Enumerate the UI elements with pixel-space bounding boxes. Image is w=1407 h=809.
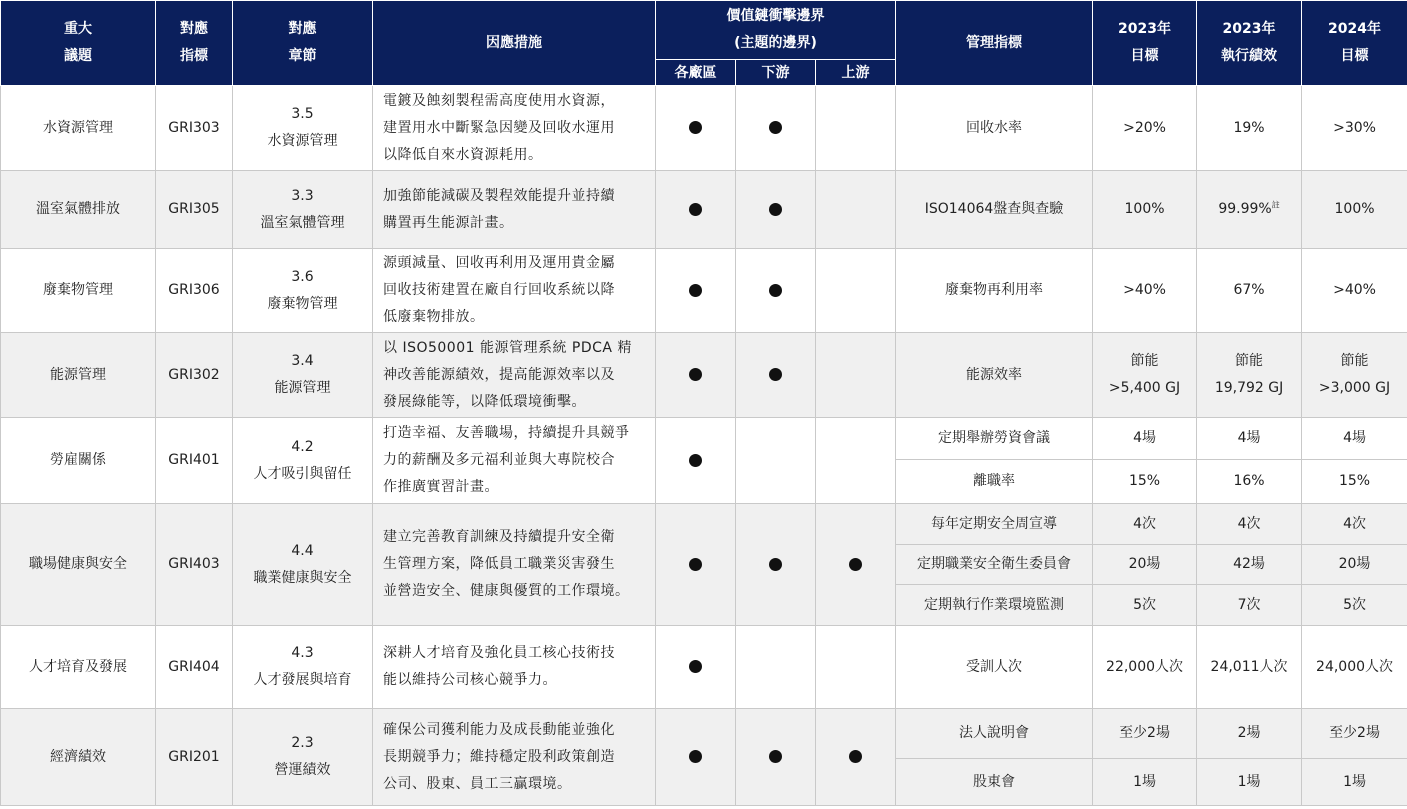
boundary-dot-icon — [849, 750, 862, 763]
boundary-dot-icon — [769, 750, 782, 763]
target2023-line: 節能 — [1130, 353, 1159, 369]
measure-line: 以降低自來水資源耗用。 — [383, 146, 543, 163]
table-row — [1, 249, 1407, 333]
boundary-plants-cell — [656, 626, 736, 709]
target2023-value: 100% — [1124, 201, 1165, 217]
perf2023-cell — [1197, 585, 1302, 626]
measure-line: 打造幸福、友善職場，持續提升具競爭 — [383, 425, 630, 441]
boundary-dot-icon — [769, 558, 782, 571]
indicator-cell: 定期舉辦勞資會議 — [896, 418, 1093, 460]
target2024-cell — [1302, 585, 1407, 626]
table-row — [1, 171, 1407, 249]
perf2023-cell — [1197, 460, 1302, 504]
target2023-value: 15% — [1128, 473, 1161, 489]
boundary-dot-icon — [689, 558, 702, 571]
issue-cell: 水資源管理 — [1, 86, 156, 171]
header-indicator: 管理指標 — [896, 1, 1093, 86]
chapter-line: 4.4 — [291, 542, 314, 559]
chapter-line: 3.3 — [291, 187, 314, 204]
indicator-cell: 回收水率 — [896, 86, 1093, 171]
boundary-dot-icon — [689, 368, 702, 381]
header-target-2024-line2: 目標 — [1340, 48, 1369, 64]
header-target-2024-line1: 2024年 — [1328, 21, 1382, 37]
boundary-upstream-cell — [816, 86, 896, 171]
header-gri-line1: 對應 — [180, 21, 208, 37]
target2023-value: 至少2場 — [1119, 725, 1170, 741]
perf2023-value: 7次 — [1237, 596, 1261, 613]
target2024-value: 至少2場 — [1329, 725, 1380, 741]
chapter-line: 職業健康與安全 — [253, 569, 352, 586]
perf2023-value: 1場 — [1237, 773, 1261, 790]
perf2023-cell — [1197, 759, 1302, 806]
measure-line: 以 ISO50001 能源管理系統 PDCA 精 — [383, 339, 632, 356]
target2023-cell — [1093, 585, 1197, 626]
header-chapter — [233, 1, 373, 86]
boundary-upstream-cell — [816, 171, 896, 249]
measure-cell — [373, 504, 656, 626]
measure-line: 能以維持公司核心競爭力。 — [383, 672, 557, 688]
perf2023-cell — [1197, 333, 1302, 418]
header-issue — [1, 1, 156, 86]
target2023-cell — [1093, 759, 1197, 806]
header-target-2023 — [1093, 1, 1197, 86]
table-row — [1, 709, 1407, 759]
issue-cell: 溫室氣體排放 — [1, 171, 156, 249]
boundary-dot-icon — [689, 660, 702, 673]
header-boundary — [656, 1, 896, 60]
issue-cell: 廢棄物管理 — [1, 249, 156, 333]
issue-cell: 經濟績效 — [1, 709, 156, 806]
measure-line: 購置再生能源計畫。 — [383, 214, 514, 231]
header-boundary-upstream: 上游 — [816, 60, 896, 86]
target2024-cell — [1302, 545, 1407, 585]
measure-line: 建立完善教育訓練及持續提升安全衛 — [383, 529, 615, 545]
gri-cell: GRI404 — [156, 626, 233, 709]
gri-cell: GRI401 — [156, 418, 233, 504]
target2024-value: 24,000人次 — [1316, 658, 1394, 675]
boundary-upstream-cell — [816, 504, 896, 626]
boundary-downstream-cell — [736, 504, 816, 626]
indicator-cell: ISO14064盤查與查驗 — [896, 171, 1093, 249]
boundary-dot-icon — [689, 750, 702, 763]
indicator-cell: 定期職業安全衛生委員會 — [896, 545, 1093, 585]
measure-line: 回收技術建置在廠自行回收系統以降 — [383, 282, 615, 298]
perf2023-line: 節能 — [1235, 353, 1264, 369]
chapter-line: 能源管理 — [274, 380, 331, 396]
boundary-plants-cell — [656, 709, 736, 806]
target2024-cell — [1302, 626, 1407, 709]
issue-cell: 能源管理 — [1, 333, 156, 418]
boundary-downstream-cell — [736, 709, 816, 806]
target2024-value: 20場 — [1338, 556, 1371, 572]
measure-line: 低廢棄物排放。 — [383, 309, 485, 325]
target2023-cell — [1093, 418, 1197, 460]
perf2023-value: 24,011人次 — [1210, 658, 1288, 675]
header-issue-line2: 議題 — [64, 48, 92, 64]
chapter-line: 廢棄物管理 — [267, 295, 338, 312]
header-target-2023-line2: 目標 — [1130, 48, 1159, 64]
perf2023-value: 2場 — [1237, 725, 1261, 741]
boundary-downstream-cell — [736, 418, 816, 504]
table-row — [1, 418, 1407, 460]
chapter-line: 4.3 — [291, 645, 314, 661]
boundary-plants-cell — [656, 86, 736, 171]
target2023-value: 5次 — [1133, 596, 1156, 613]
target2023-line: >5,400 GJ — [1108, 380, 1181, 396]
chapter-cell — [233, 333, 373, 418]
header-performance-2023-line1: 2023年 — [1222, 21, 1276, 37]
measure-line: 發展綠能等，以降低環境衝擊。 — [383, 393, 586, 410]
chapter-line: 營運績效 — [274, 762, 331, 778]
measure-line: 建置用水中斷緊急因變及回收水運用 — [383, 119, 615, 136]
measure-line: 公司、股東、員工三贏環境。 — [383, 775, 572, 792]
target2023-value: 4次 — [1133, 515, 1156, 532]
boundary-dot-icon — [769, 121, 782, 134]
target2023-value: 22,000人次 — [1106, 658, 1184, 675]
gri-cell: GRI303 — [156, 86, 233, 171]
header-boundary-line2: (主題的邊界) — [734, 35, 817, 51]
boundary-upstream-cell — [816, 418, 896, 504]
perf2023-value: 4次 — [1237, 515, 1261, 532]
measure-cell — [373, 171, 656, 249]
perf2023-cell — [1197, 545, 1302, 585]
target2023-value: >20% — [1123, 119, 1166, 136]
chapter-line: 人才吸引與留任 — [253, 465, 352, 482]
perf2023-cell — [1197, 171, 1302, 249]
target2023-cell — [1093, 709, 1197, 759]
issue-cell: 勞雇關係 — [1, 418, 156, 504]
table-row — [1, 504, 1407, 545]
boundary-downstream-cell — [736, 86, 816, 171]
perf2023-value: 19% — [1233, 119, 1265, 136]
perf2023-cell — [1197, 418, 1302, 460]
perf2023-value: 4場 — [1237, 430, 1261, 446]
boundary-dot-icon — [689, 454, 702, 467]
perf2023-cell — [1197, 86, 1302, 171]
measure-line: 源頭減量、回收再利用及運用貴金屬 — [383, 255, 615, 271]
indicator-cell: 廢棄物再利用率 — [896, 249, 1093, 333]
table-row — [1, 333, 1407, 418]
perf2023-value: 16% — [1233, 473, 1265, 489]
boundary-dot-icon — [689, 121, 702, 134]
header-chapter-line2: 章節 — [288, 48, 317, 64]
target2024-value: 15% — [1338, 473, 1371, 489]
measure-line: 長期競爭力；維持穩定股利政策創造 — [383, 748, 615, 765]
header-gri — [156, 1, 233, 86]
boundary-dot-icon — [689, 284, 702, 297]
target2024-cell — [1302, 86, 1407, 171]
boundary-upstream-cell — [816, 333, 896, 418]
footnote-marker: 註 — [1271, 200, 1280, 210]
target2024-value: 1場 — [1343, 773, 1366, 790]
target2024-value: 4場 — [1343, 430, 1366, 446]
header-performance-2023 — [1197, 1, 1302, 86]
target2023-cell — [1093, 460, 1197, 504]
measure-line: 作推廣實習計畫。 — [383, 479, 499, 495]
table-row — [1, 86, 1407, 171]
gri-cell: GRI302 — [156, 333, 233, 418]
chapter-line: 3.4 — [291, 353, 314, 369]
chapter-line: 3.5 — [291, 106, 314, 122]
perf2023-cell — [1197, 709, 1302, 759]
boundary-upstream-cell — [816, 626, 896, 709]
target2023-cell — [1093, 333, 1197, 418]
measure-cell — [373, 709, 656, 806]
header-target-2024 — [1302, 1, 1407, 86]
boundary-plants-cell — [656, 249, 736, 333]
indicator-cell: 離職率 — [896, 460, 1093, 504]
target2023-value: 1場 — [1133, 773, 1156, 790]
target2024-cell — [1302, 418, 1407, 460]
header-target-2023-line1: 2023年 — [1118, 21, 1172, 37]
perf2023-cell — [1197, 504, 1302, 545]
chapter-cell — [233, 171, 373, 249]
perf2023-value: 67% — [1233, 282, 1265, 298]
indicator-cell: 法人說明會 — [896, 709, 1093, 759]
header-boundary-plants: 各廠區 — [656, 60, 736, 86]
measure-line: 神改善能源績效，提高能源效率以及 — [383, 366, 615, 383]
gri-cell: GRI305 — [156, 171, 233, 249]
indicator-cell: 股東會 — [896, 759, 1093, 806]
boundary-dot-icon — [689, 203, 702, 216]
target2024-cell — [1302, 171, 1407, 249]
boundary-dot-icon — [769, 284, 782, 297]
boundary-plants-cell — [656, 333, 736, 418]
target2024-cell — [1302, 709, 1407, 759]
target2024-value: 5次 — [1343, 596, 1366, 613]
boundary-dot-icon — [769, 368, 782, 381]
boundary-plants-cell — [656, 171, 736, 249]
gri-cell: GRI403 — [156, 504, 233, 626]
measure-line: 電鍍及蝕刻製程需高度使用水資源， — [383, 92, 615, 109]
target2024-cell — [1302, 460, 1407, 504]
chapter-cell — [233, 709, 373, 806]
chapter-line: 2.3 — [291, 735, 314, 751]
measure-line: 深耕人才培育及強化員工核心技術技 — [383, 645, 615, 661]
boundary-plants-cell — [656, 504, 736, 626]
table-body — [1, 86, 1407, 806]
target2023-cell — [1093, 86, 1197, 171]
target2023-value: 4場 — [1133, 430, 1156, 446]
boundary-dot-icon — [769, 203, 782, 216]
boundary-plants-cell — [656, 418, 736, 504]
chapter-line: 4.2 — [291, 438, 314, 455]
target2024-value: 100% — [1334, 201, 1375, 217]
target2024-value: >40% — [1333, 282, 1376, 298]
perf2023-value: 42場 — [1233, 556, 1265, 572]
measure-cell — [373, 249, 656, 333]
target2024-line: >3,000 GJ — [1318, 380, 1391, 396]
chapter-line: 水資源管理 — [267, 133, 338, 149]
chapter-line: 人才發展與培育 — [253, 672, 352, 688]
header-issue-line1: 重大 — [64, 21, 92, 37]
chapter-line: 溫室氣體管理 — [260, 214, 345, 231]
boundary-downstream-cell — [736, 333, 816, 418]
boundary-upstream-cell — [816, 709, 896, 806]
target2023-value: >40% — [1123, 282, 1166, 298]
header-boundary-downstream: 下游 — [736, 60, 816, 86]
boundary-dot-icon — [849, 558, 862, 571]
chapter-cell — [233, 249, 373, 333]
gri-cell: GRI306 — [156, 249, 233, 333]
chapter-cell — [233, 418, 373, 504]
indicator-cell: 每年定期安全周宣導 — [896, 504, 1093, 545]
target2024-cell — [1302, 249, 1407, 333]
perf2023-line: 19,792 GJ — [1214, 380, 1284, 396]
measure-line: 力的薪酬及多元福利並與大專院校合 — [383, 452, 615, 468]
measure-cell — [373, 626, 656, 709]
measure-cell — [373, 333, 656, 418]
issue-cell: 人才培育及發展 — [1, 626, 156, 709]
measure-line: 生管理方案，降低員工職業災害發生 — [383, 556, 615, 572]
indicator-cell: 能源效率 — [896, 333, 1093, 418]
boundary-downstream-cell — [736, 171, 816, 249]
chapter-cell — [233, 626, 373, 709]
header-gri-line2: 指標 — [180, 48, 208, 64]
header-measure: 因應措施 — [373, 1, 656, 86]
indicator-cell: 受訓人次 — [896, 626, 1093, 709]
gri-cell: GRI201 — [156, 709, 233, 806]
measure-line: 確保公司獲利能力及成長動能並強化 — [383, 721, 615, 738]
target2024-cell — [1302, 504, 1407, 545]
table-row — [1, 626, 1407, 709]
measure-line: 加強節能減碳及製程效能提升並持續 — [383, 187, 615, 204]
perf2023-value: 99.99% — [1218, 201, 1272, 217]
header-chapter-line1: 對應 — [288, 21, 317, 37]
measure-cell — [373, 86, 656, 171]
boundary-downstream-cell — [736, 249, 816, 333]
target2023-cell — [1093, 504, 1197, 545]
target2023-value: 20場 — [1128, 556, 1161, 572]
perf2023-cell — [1197, 249, 1302, 333]
issue-cell: 職場健康與安全 — [1, 504, 156, 626]
header-boundary-line1: 價值鏈衝擊邊界 — [726, 8, 825, 24]
target2023-cell — [1093, 171, 1197, 249]
perf2023-cell — [1197, 626, 1302, 709]
target2024-cell — [1302, 759, 1407, 806]
target2024-cell — [1302, 333, 1407, 418]
boundary-downstream-cell — [736, 626, 816, 709]
target2024-value: 4次 — [1343, 515, 1366, 532]
target2024-value: >30% — [1333, 119, 1376, 136]
measure-line: 並營造安全、健康與優質的工作環境。 — [383, 583, 630, 599]
boundary-upstream-cell — [816, 249, 896, 333]
chapter-cell — [233, 86, 373, 171]
chapter-cell — [233, 504, 373, 626]
target2023-cell — [1093, 626, 1197, 709]
target2023-cell — [1093, 249, 1197, 333]
chapter-line: 3.6 — [291, 268, 314, 285]
indicator-cell: 定期執行作業環境監測 — [896, 585, 1093, 626]
header-performance-2023-line2: 執行績效 — [1221, 48, 1278, 64]
target2024-line: 節能 — [1340, 353, 1369, 369]
target2023-cell — [1093, 545, 1197, 585]
measure-cell — [373, 418, 656, 504]
